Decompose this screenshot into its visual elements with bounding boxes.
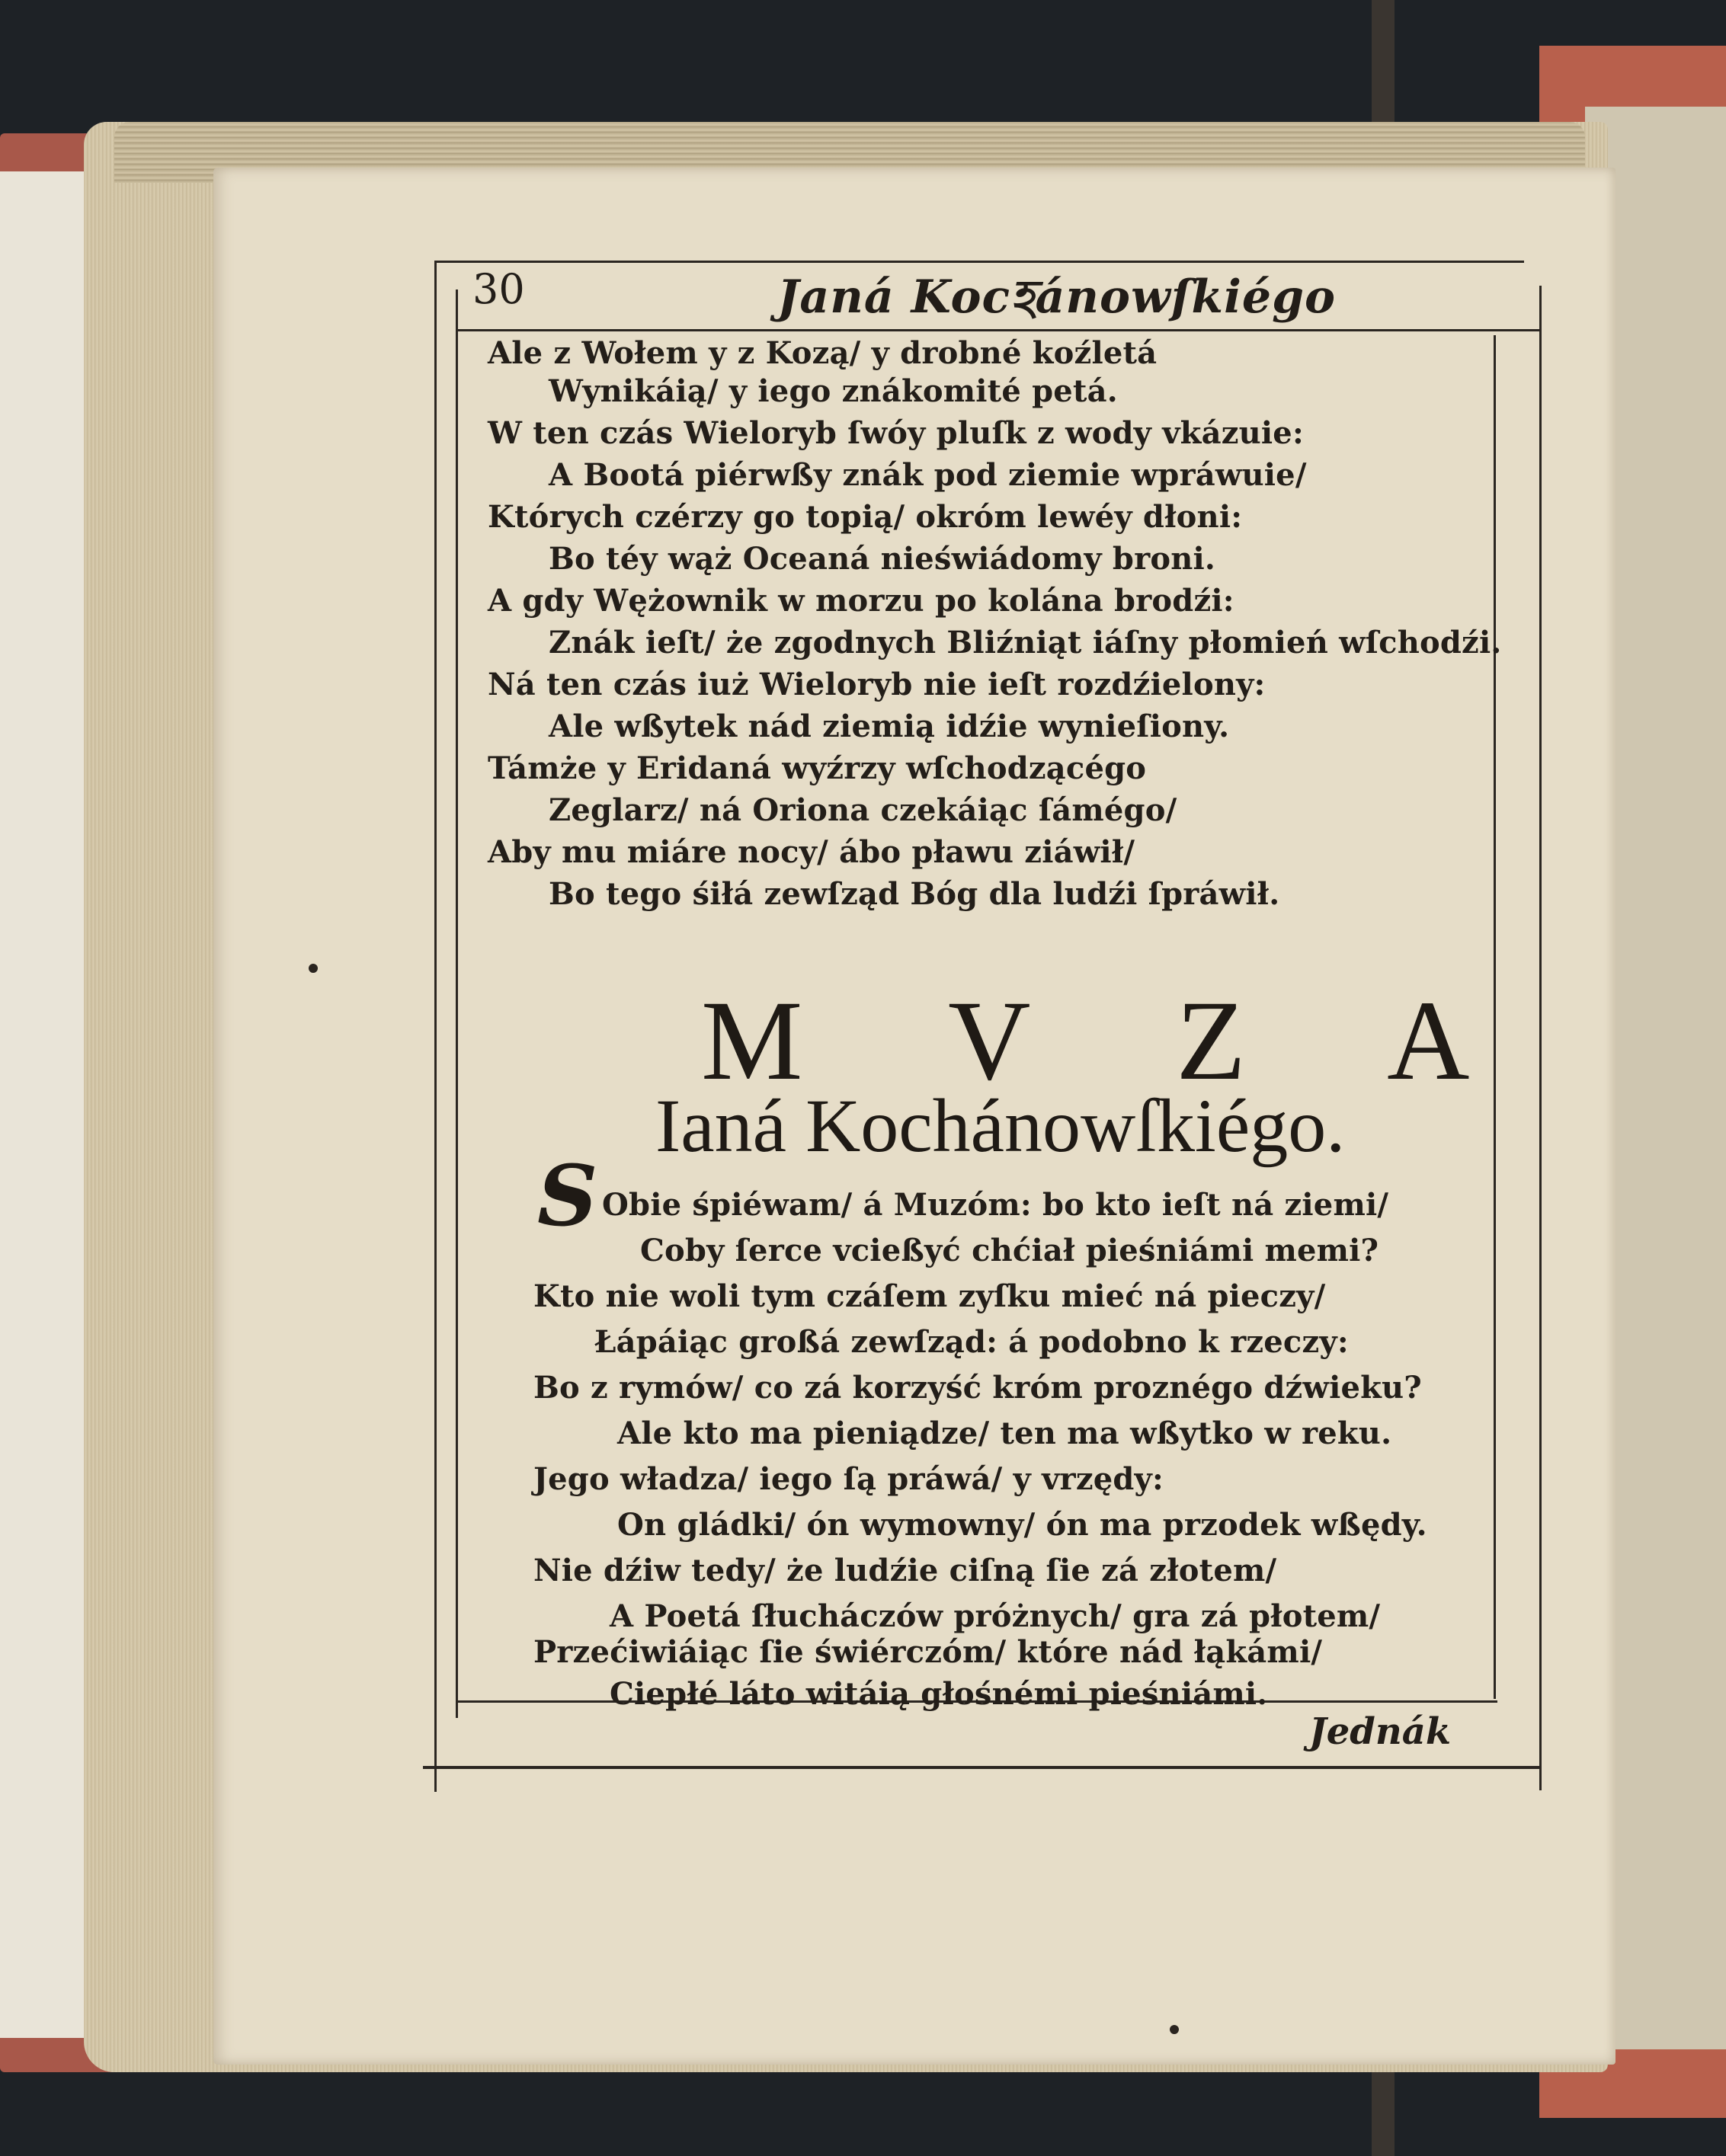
page-number: 30: [472, 265, 525, 313]
verse-line: Ale z Wołem y z Kozą/ y drobné koźletá: [488, 335, 1158, 371]
verse-line: Których czérzy go topią/ okróm lewéy dłoni:: [488, 499, 1243, 535]
verse-line: Kto nie woli tym czáſem zyſku mieć ná pieczy/: [533, 1278, 1326, 1314]
verse-line: Zeglarz/ ná Oriona czekáiąc ſámégo/: [549, 792, 1177, 828]
catchword: Jednák: [1309, 1710, 1452, 1753]
verse-line: A Poetá ſłucháczów próżnych/ gra zá płotem/: [610, 1598, 1381, 1634]
verse-line: Bo z rymów/ co zá korzyść króm proznégo dźwieku?: [533, 1370, 1422, 1406]
verse-line: Ciepłé láto witáią głośnémi pieśniámi.: [610, 1676, 1268, 1712]
verse-line: Bo téy wąż Oceaná nieświádomy broni.: [549, 541, 1216, 577]
verse-line: Wynikáią/ y iego znákomité petá.: [549, 373, 1118, 409]
page-header: [472, 265, 1509, 326]
verse-line: Obie śpiéwam/ á Muzóm: bo kto ieſt ná ziemi/: [602, 1187, 1389, 1223]
title-muza: M V Z A: [701, 977, 1529, 1104]
running-head: Janá Kocহánowſkiégo: [777, 270, 1337, 324]
verse-line: Aby mu miáre nocy/ ábo pławu ziáwił/: [488, 834, 1135, 870]
verse-line: W ten czás Wieloryb ſwóy pluſk z wody vkázuie:: [488, 415, 1304, 451]
verse-line: Ná ten czás iuż Wieloryb nie ieſt rozdźielony:: [488, 667, 1266, 702]
frame-right-rule-outer: [1539, 286, 1542, 1790]
verse-line: Bo tego śiłá zewſząd Bóg dla ludźi ſpráwił.: [549, 876, 1280, 912]
verse-line: A gdy Wężownik w morzu po kolána brodźi:: [488, 583, 1234, 619]
ink-dot: [309, 964, 318, 973]
verse-line: A Bootá piérwßy znák pod ziemie wpráwuie/: [549, 457, 1307, 493]
verse-line: Przećiwiáiąc ſie świérczóm/ które nád łąkámi/: [533, 1634, 1323, 1670]
frame-bottom-rule-outer: [423, 1766, 1539, 1769]
frame-left-rule-inner: [456, 289, 458, 1718]
verse-line: Nie dźiw tedy/ że ludźie ciſną ſie zá złotem/: [533, 1553, 1277, 1588]
verse-line: Znák ieſt/ że zgodnych Bliźniąt iáſny płomień wſchodźi.: [549, 625, 1502, 661]
verse-line: Ale kto ma pieniądze/ ten ma wßytko w reku.: [617, 1415, 1392, 1451]
verse-line: On gládki/ ón wymowny/ ón ma przodek wßędy.: [617, 1507, 1427, 1543]
decorated-initial: S: [537, 1147, 598, 1245]
verse-line: Coby ſerce vcießyć chćiał pieśniámi memi?: [640, 1233, 1379, 1268]
title-author: Ianá Kochánowſkiégo.: [655, 1083, 1346, 1168]
frame-left-rule-outer: [434, 261, 437, 1792]
verse-line: Támże y Eridaná wyźrzy wſchodzącégo: [488, 750, 1147, 786]
ink-dot: [1170, 2025, 1179, 2034]
verse-line: Ale wßytek nád ziemią idźie wynieſiony.: [549, 709, 1230, 744]
verse-line: Jego władza/ iego ſą práwá/ y vrzędy:: [533, 1461, 1164, 1497]
verse-line: Łápáiąc großá zewſząd: á podobno k rzeczy:: [594, 1324, 1349, 1360]
